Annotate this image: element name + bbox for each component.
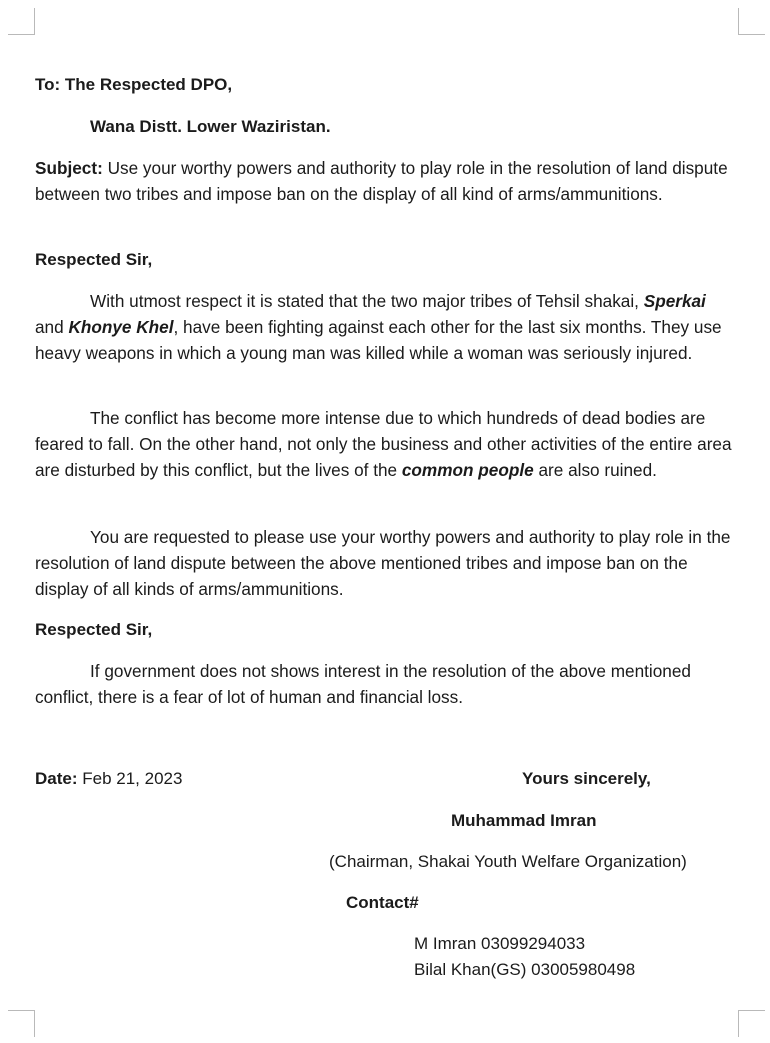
recipient-address: Wana Distt. Lower Waziristan. [90, 117, 331, 136]
body-paragraph-1: With utmost respect it is stated that the two major tribes of Tehsil shakai, Sperkai and Khonye Khel, have been fighting against each other for the last six months. They use heavy weapons in which a young man was killed while a woman was seriously injured. [35, 291, 722, 363]
page-corner-mark [738, 1010, 765, 1037]
contact-entry: M Imran 03099294033 [414, 934, 586, 953]
signatory-designation: (Chairman, Shakai Youth Welfare Organization) [329, 852, 687, 871]
tribe-name: Sperkai [643, 291, 706, 311]
contact-entry: Bilal Khan(GS) 03005980498 [414, 960, 636, 979]
emphasis-text: common people [401, 460, 534, 480]
subject-text: Use your worthy powers and authority to play role in the resolution of land dispute between two tribes and impose ban on the display of all kind of arms/ammunitions. [35, 158, 728, 204]
signatory-name: Muhammad Imran [451, 811, 597, 830]
subject-paragraph [35, 155, 735, 207]
tribe-name: Khonye Khel [68, 317, 174, 337]
salutation-2: Respected Sir, [35, 620, 153, 639]
closing: Yours sincerely, [522, 769, 651, 788]
recipient-line: To: The Respected DPO, [35, 75, 233, 94]
date-line [35, 766, 182, 792]
page-corner-mark [738, 8, 765, 35]
date-value: Feb 21, 2023 [77, 769, 183, 788]
body-paragraph-4: If government does not shows interest in the resolution of the above mentioned conflict, there is a fear of lot of human and financial loss. [35, 661, 691, 707]
page-corner-mark [8, 1010, 35, 1037]
subject-label: Subject: [35, 158, 103, 178]
page-corner-mark [8, 8, 35, 35]
body-paragraph-3: You are requested to please use your worthy powers and authority to play role in the resolution of land dispute between the above mentioned tribes and impose ban on the display of all kinds of arms/ammunitions. [35, 527, 731, 599]
date-label: Date: [35, 769, 78, 788]
body-paragraph-2: The conflict has become more intense due to which hundreds of dead bodies are feared to fall. On the other hand, not only the business and other activities of the entire area are disturbed by this conflict, but the lives of the common people are also ruined. [35, 408, 732, 480]
salutation: Respected Sir, [35, 250, 153, 269]
contact-label: Contact# [346, 893, 419, 912]
